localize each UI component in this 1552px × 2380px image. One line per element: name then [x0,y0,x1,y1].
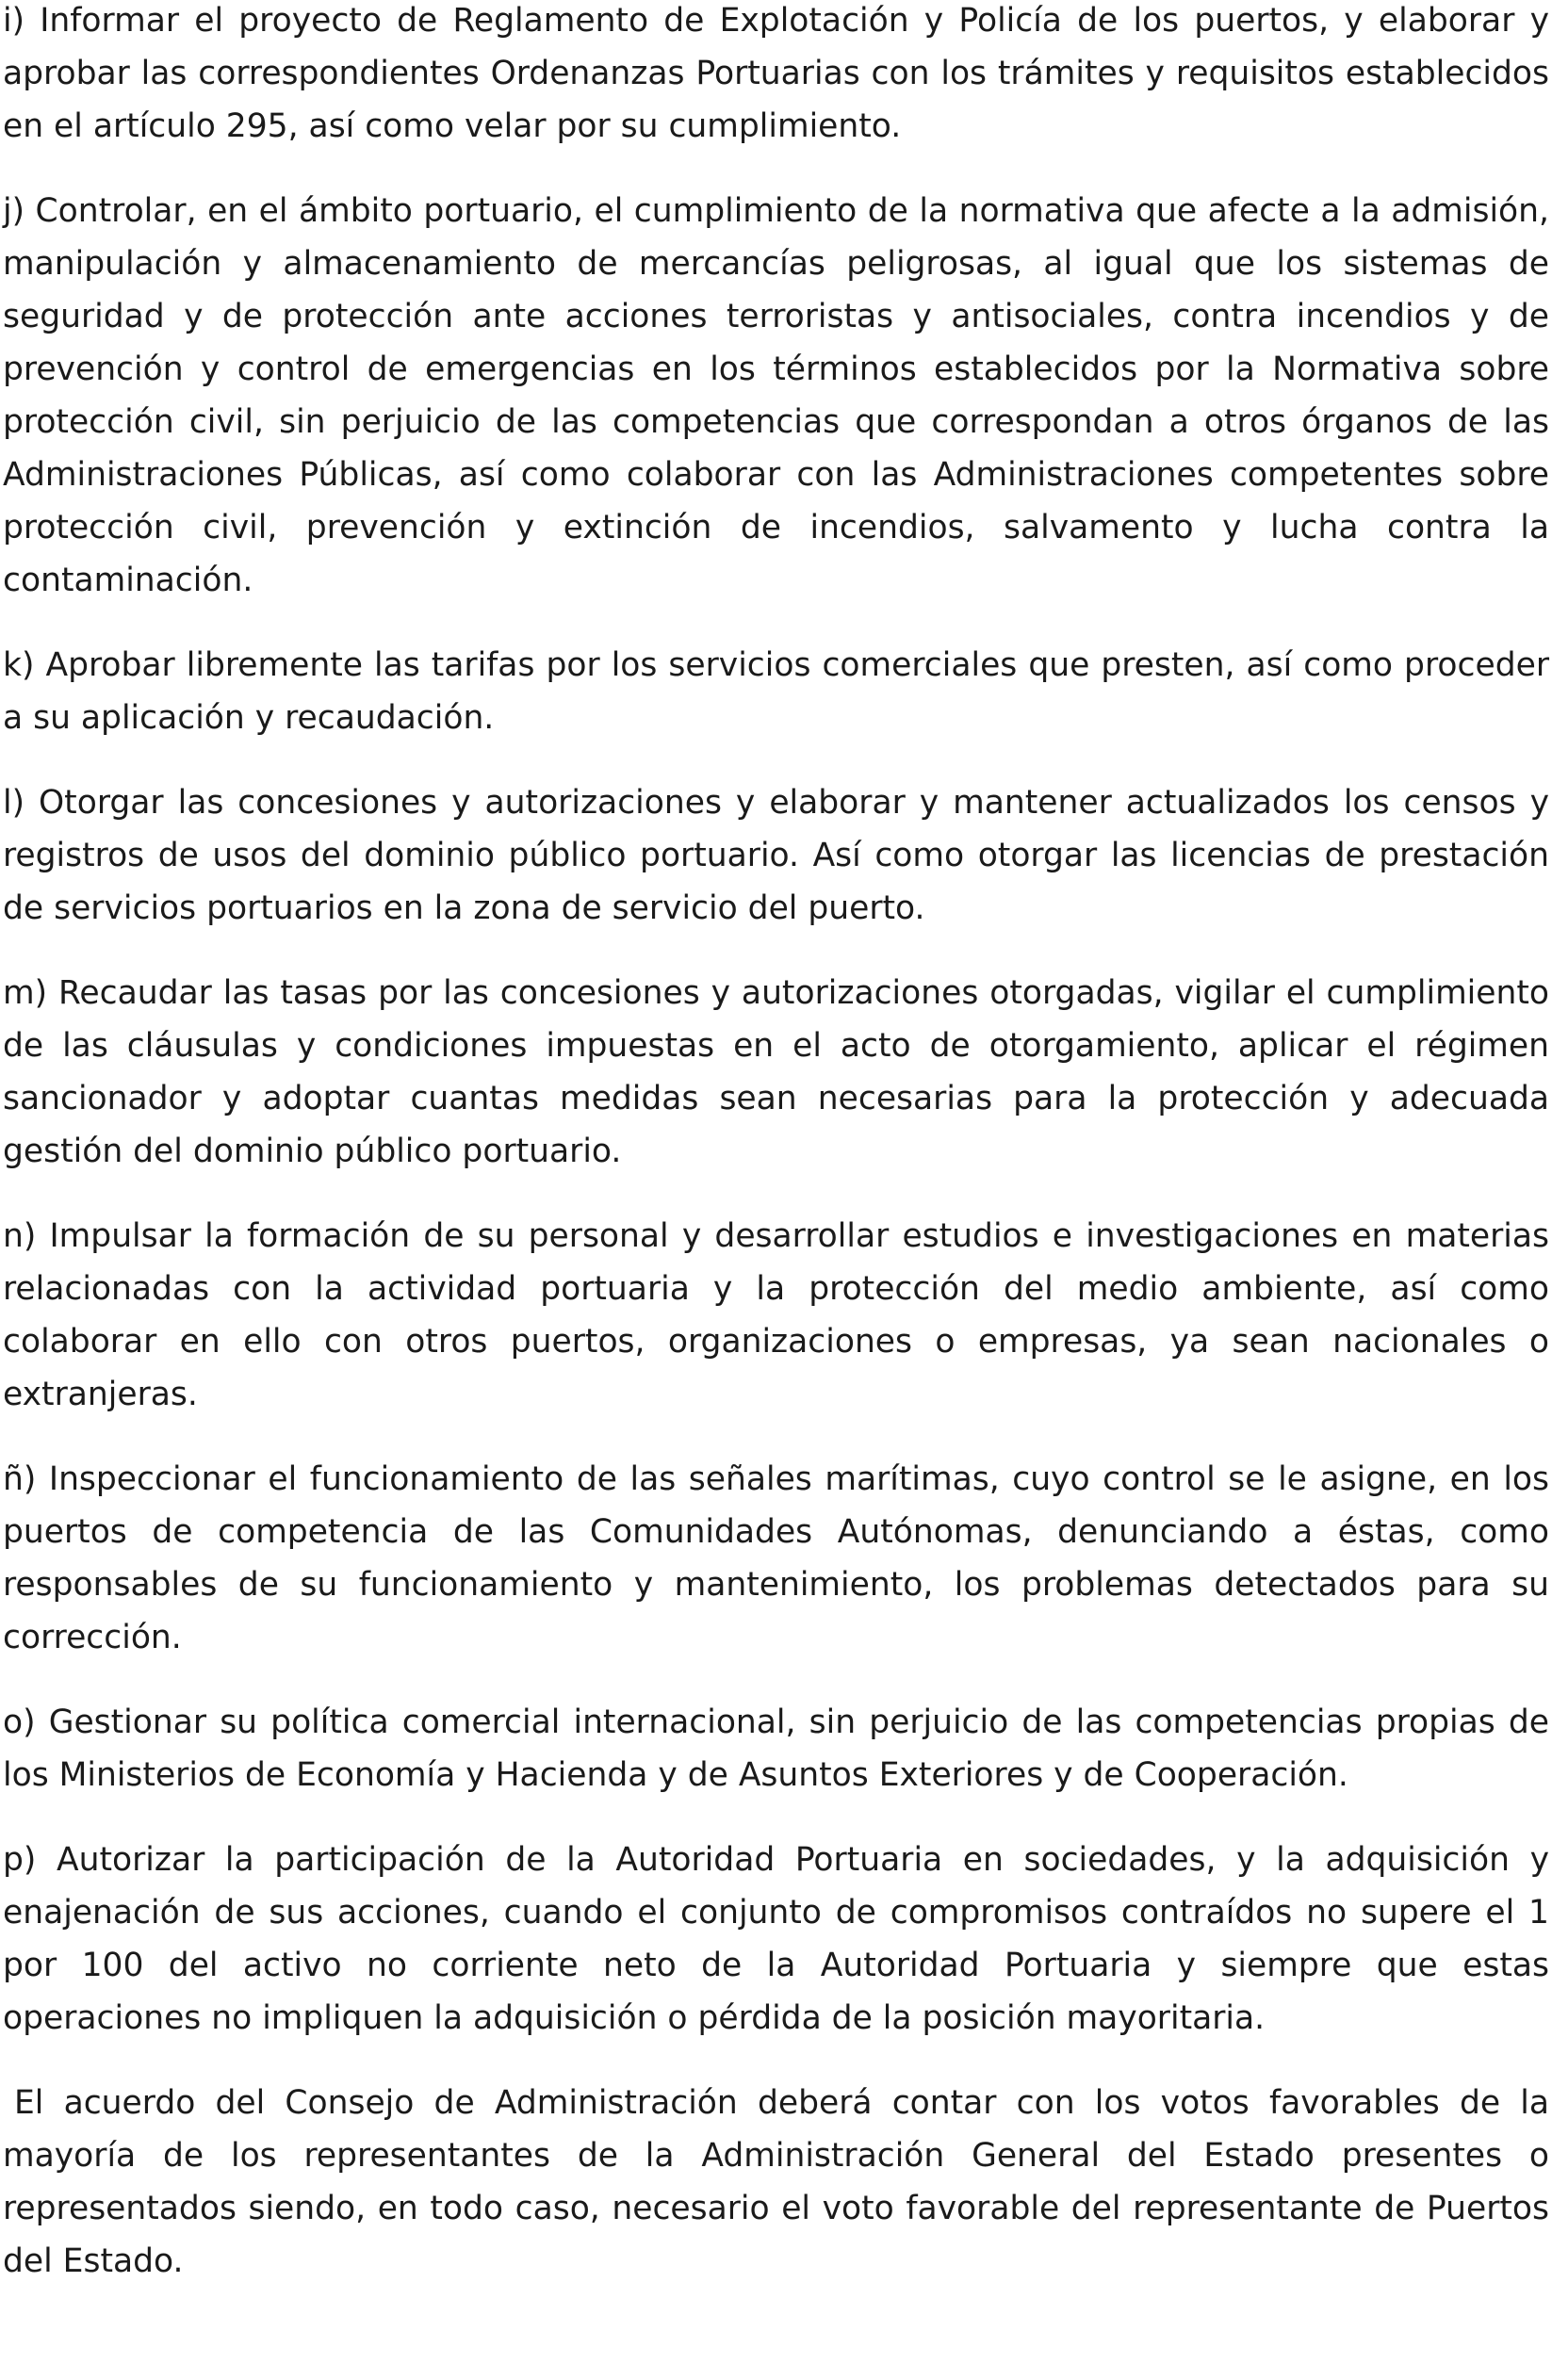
paragraph-enye: ñ) Inspeccionar el funcionamiento de las señales marítimas, cuyo control se le asigne, en los puertos de competencia de las Comunidades Autónomas, denunciando a éstas, como responsables de su funcionamiento y mantenimiento, los problemas detectados para su corrección. [3,1460,1549,1656]
paragraph-k: k) Aprobar libremente las tarifas por los servicios comerciales que presten, así como proceder a su aplicación y recaudación. [3,646,1549,737]
paragraph-i: i) Informar el proyecto de Reglamento de Explotación y Policía de los puertos, y elaborar y aprobar las correspondientes Ordenanzas Portuarias con los trámites y requisitos establecidos en el artículo 295, así como velar por su cumplimiento. [3,2,1549,145]
paragraph-p: p) Autorizar la participación de la Autoridad Portuaria en sociedades, y la adquisición y enajenación de sus acciones, cuando el conjunto de compromisos contraídos no supere el 1 por 100 del activo no corriente neto de la Autoridad Portuaria y siempre que estas operaciones no impliquen la adquisición o pérdida de la posición mayoritaria. [3,1841,1549,2037]
paragraph-m: m) Recaudar las tasas por las concesiones y autorizaciones otorgadas, vigilar el cumplimiento de las cláusulas y condiciones impuestas en el acto de otorgamiento, aplicar el régimen sancionador y adoptar cuantas medidas sean necesarias para la protección y adecuada gestión del dominio público portuario. [3,974,1549,1170]
paragraph-j: j) Controlar, en el ámbito portuario, el cumplimiento de la normativa que afecte a la admisión, manipulación y almacenamiento de mercancías peligrosas, al igual que los sistemas de seguridad y de protección ante acciones terroristas y antisociales, contra incendios y de prevención y control de emergencias en los términos establecidos por la Normativa sobre protección civil, sin perjuicio de las competencias que correspondan a otros órganos de las Administraciones Públicas, así como colaborar con las Administraciones competentes sobre protección civil, prevención y extinción de incendios, salvamento y lucha contra la contaminación. [3,192,1549,599]
paragraph-o: o) Gestionar su política comercial internacional, sin perjuicio de las competencias propias de los Ministerios de Economía y Hacienda y de Asuntos Exteriores y de Cooperación. [3,1703,1549,1794]
paragraph-acuerdo: El acuerdo del Consejo de Administración deberá contar con los votos favorables de la mayoría de los representantes de la Administración General del Estado presentes o representados siendo, en todo caso, necesario el voto favorable del representante de Puertos del Estado. [3,2084,1549,2280]
paragraph-n: n) Impulsar la formación de su personal y desarrollar estudios e investigaciones en materias relacionadas con la actividad portuaria y la protección del medio ambiente, así como colaborar en ello con otros puertos, organizaciones o empresas, ya sean nacionales o extranjeras. [3,1217,1549,1413]
paragraph-l: l) Otorgar las concesiones y autorizaciones y elaborar y mantener actualizados los censos y registros de usos del dominio público portuario. Así como otorgar las licencias de prestación de servicios portuarios en la zona de servicio del puerto. [3,784,1549,927]
